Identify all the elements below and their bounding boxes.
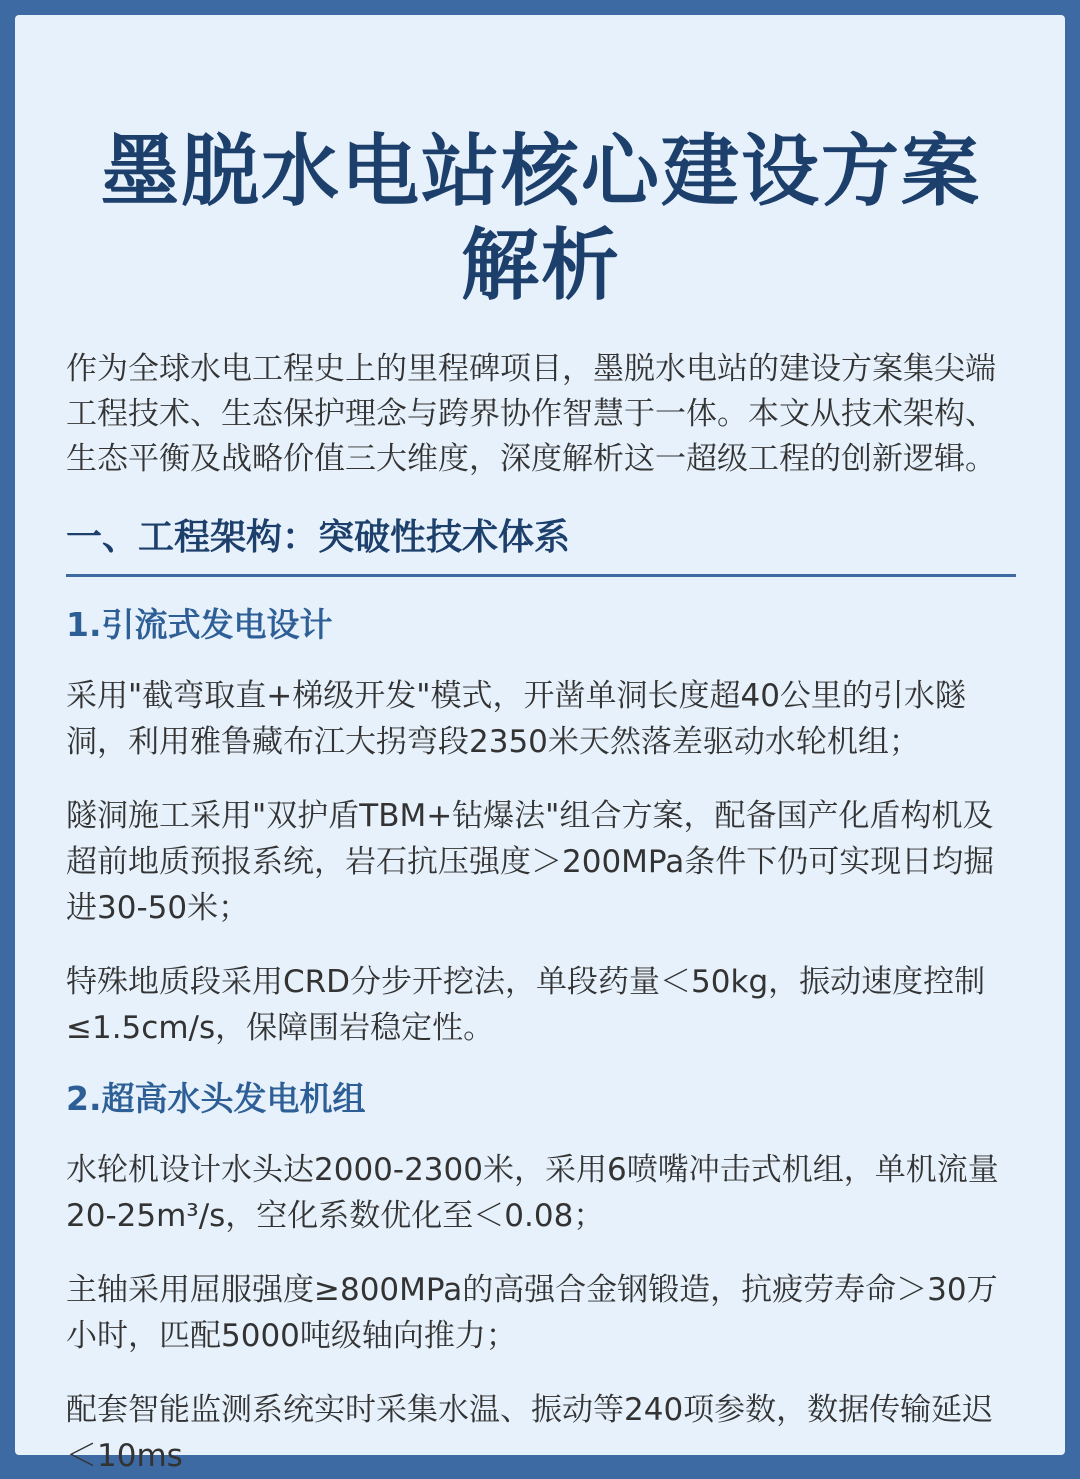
article — [66, 15, 1016, 1479]
subheading-high-head-units: 2.超高水头发电机组 — [66, 1079, 366, 1118]
paragraph-diversion-2: 隧洞施工采用"双护盾TBM+钻爆法"组合方案，配备国产化盾构机及超前地质预报系统，岩石抗压强度＞200MPa条件下仍可实现日均掘进30-50米； — [66, 798, 995, 926]
page-title: 墨脱水电站核心建设方案解析 — [100, 127, 981, 311]
intro-paragraph: 作为全球水电工程史上的里程碑项目，墨脱水电站的建设方案集尖端工程技术、生态保护理念与跨界协作智慧于一体。本文从技术架构、生态平衡及战略价值三大维度，深度解析这一超级工程的创新逻辑。 — [66, 351, 996, 477]
page-card — [15, 15, 1065, 1474]
paragraph-diversion-3: 特殊地质段采用CRD分步开挖法，单段药量＜50kg，振动速度控制≤1.5cm/s，保障围岩稳定性。 — [66, 964, 986, 1046]
paragraph-units-2: 主轴采用屈服强度≥800MPa的高强合金钢锻造，抗疲劳寿命＞30万小时，匹配5000吨级轴向推力； — [66, 1272, 998, 1354]
subheading-diversion-design: 1.引流式发电设计 — [66, 605, 333, 644]
paragraph-diversion-1: 采用"截弯取直+梯级开发"模式，开凿单洞长度超40公里的引水隧洞，利用雅鲁藏布江大拐弯段2350米天然落差驱动水轮机组； — [66, 678, 966, 760]
paragraph-units-1: 水轮机设计水头达2000-2300米，采用6喷嘴冲击式机组，单机流量20-25m³/s，空化系数优化至＜0.08； — [66, 1152, 999, 1234]
section-heading-engineering: 一、工程架构：突破性技术体系 — [66, 512, 1016, 577]
paragraph-units-3: 配套智能监测系统实时采集水温、振动等240项参数，数据传输延迟＜10ms — [66, 1392, 994, 1474]
